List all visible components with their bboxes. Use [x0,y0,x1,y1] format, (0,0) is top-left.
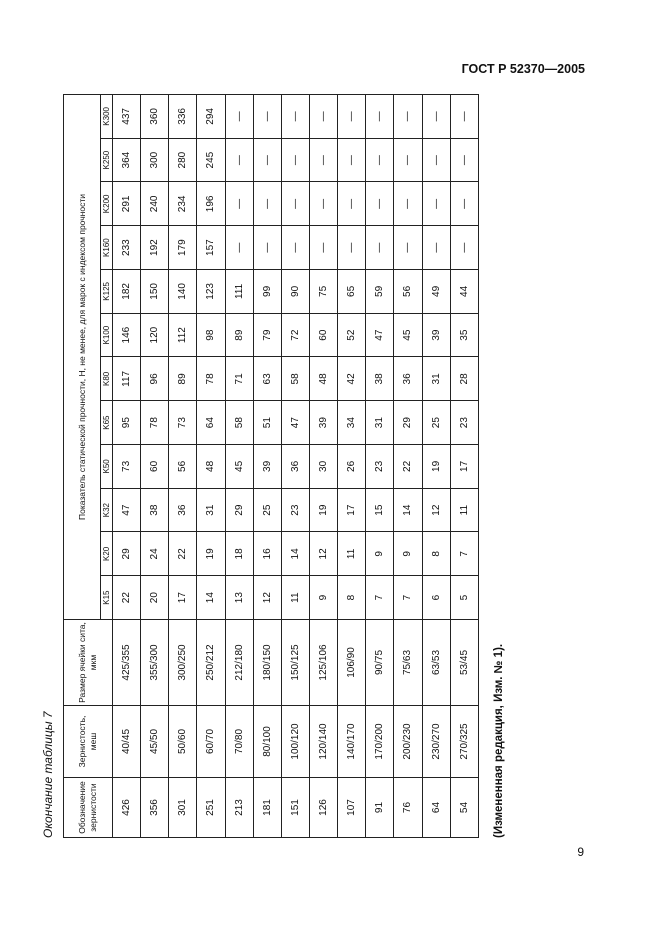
strength-value-cell: 29 [113,532,141,576]
strength-value-cell: 72 [281,313,309,357]
strength-value-cell: 48 [309,357,337,401]
strength-value-cell: 24 [141,532,169,576]
mesh-cell: 230/270 [422,706,450,778]
strength-value-cell: 56 [394,270,422,314]
strength-value-cell: 294 [197,95,225,139]
strength-value-cell: 14 [197,576,225,620]
table-row [169,95,197,838]
grade-header-cell: K80 [101,357,113,401]
grade-header-cell: K15 [101,576,113,620]
sieve-cell: 355/300 [141,620,169,706]
strength-value-cell: — [225,226,253,270]
strength-value-cell: 23 [450,401,478,445]
strength-value-cell: 280 [169,138,197,182]
strength-value-cell: 8 [338,576,366,620]
strength-value-cell: — [394,182,422,226]
strength-value-cell: 111 [225,270,253,314]
grade-header-cell: K125 [101,270,113,314]
strength-value-cell: 146 [113,313,141,357]
strength-value-cell: — [338,226,366,270]
strength-value-cell: 196 [197,182,225,226]
strength-value-cell: 19 [197,532,225,576]
table-row [141,95,169,838]
mesh-cell: 120/140 [309,706,337,778]
strength-value-cell: 17 [450,445,478,489]
strength-value-cell: 11 [450,488,478,532]
header-grit: Обозначение зернистости [64,778,113,838]
table-row [422,95,450,838]
strength-value-cell: 59 [366,270,394,314]
mesh-cell: 45/50 [141,706,169,778]
mesh-cell: 140/170 [338,706,366,778]
strength-value-cell: 38 [141,488,169,532]
strength-value-cell: — [422,182,450,226]
strength-value-cell: 23 [366,445,394,489]
mesh-cell: 40/45 [113,706,141,778]
grade-header-cell: K250 [101,138,113,182]
strength-value-cell: 52 [338,313,366,357]
strength-value-cell: 47 [113,488,141,532]
amendment-note: (Измененная редакция, Изм. № 1). [493,643,505,838]
strength-value-cell: 9 [366,532,394,576]
sieve-cell: 90/75 [366,620,394,706]
grade-header-cell: K100 [101,313,113,357]
strength-value-cell: 49 [422,270,450,314]
strength-value-cell: — [253,182,281,226]
grit-cell: 107 [338,778,366,838]
strength-value-cell: 36 [394,357,422,401]
strength-value-cell: 25 [253,488,281,532]
sieve-cell: 250/212 [197,620,225,706]
sieve-cell: 125/106 [309,620,337,706]
strength-value-cell: 22 [113,576,141,620]
sieve-cell: 300/250 [169,620,197,706]
strength-value-cell: 26 [338,445,366,489]
strength-value-cell: — [366,226,394,270]
table-row [394,95,422,838]
table-row [309,95,337,838]
strength-value-cell: 39 [253,445,281,489]
grit-cell: 213 [225,778,253,838]
strength-value-cell: 35 [450,313,478,357]
strength-value-cell: 31 [422,357,450,401]
strength-value-cell: 90 [281,270,309,314]
strength-value-cell: 291 [113,182,141,226]
sieve-cell: 63/53 [422,620,450,706]
table-row [253,95,281,838]
strength-value-cell: — [366,95,394,139]
strength-value-cell: — [225,138,253,182]
strength-value-cell: 13 [225,576,253,620]
document-standard-header: ГОСТ Р 52370—2005 [461,62,585,76]
strength-value-cell: 36 [169,488,197,532]
strength-value-cell: 7 [394,576,422,620]
grit-cell: 251 [197,778,225,838]
strength-value-cell: 45 [394,313,422,357]
header-sieve: Размер ячейки сита, мкм [64,620,113,706]
strength-value-cell: 28 [450,357,478,401]
strength-value-cell: — [309,182,337,226]
grade-header-cell: K32 [101,488,113,532]
strength-value-cell: 42 [338,357,366,401]
strength-value-cell: — [253,138,281,182]
grit-cell: 301 [169,778,197,838]
strength-value-cell: 12 [309,532,337,576]
table-header-row-1 [64,95,101,838]
grit-cell: 91 [366,778,394,838]
grade-header-cell: K300 [101,95,113,139]
strength-value-cell: 240 [141,182,169,226]
grit-cell: 54 [450,778,478,838]
strength-value-cell: — [253,95,281,139]
grade-header-cell: K50 [101,445,113,489]
grit-cell: 426 [113,778,141,838]
strength-value-cell: — [450,182,478,226]
strength-value-cell: 63 [253,357,281,401]
strength-value-cell: — [281,226,309,270]
strength-value-cell: — [422,138,450,182]
header-strength-group: Показатель статической прочности, Н, не менее, для марок с индексом прочности [64,95,101,620]
strength-value-cell: 64 [197,401,225,445]
strength-value-cell: 7 [450,532,478,576]
strength-value-cell: 48 [197,445,225,489]
mesh-cell: 80/100 [253,706,281,778]
strength-value-cell: 11 [338,532,366,576]
strength-value-cell: 336 [169,95,197,139]
sieve-cell: 106/90 [338,620,366,706]
rotated-table-block [41,94,505,838]
strength-value-cell: 22 [394,445,422,489]
strength-value-cell: 44 [450,270,478,314]
strength-value-cell: 23 [281,488,309,532]
strength-value-cell: 234 [169,182,197,226]
strength-value-cell: 95 [113,401,141,445]
strength-value-cell: 150 [141,270,169,314]
strength-value-cell: 60 [309,313,337,357]
grit-cell: 76 [394,778,422,838]
strength-value-cell: 182 [113,270,141,314]
strength-value-cell: 17 [169,576,197,620]
mesh-cell: 50/60 [169,706,197,778]
strength-value-cell: 73 [169,401,197,445]
strength-value-cell: 11 [281,576,309,620]
strength-value-cell: 300 [141,138,169,182]
strength-value-cell: 47 [281,401,309,445]
table-row [450,95,478,838]
strength-value-cell: 45 [225,445,253,489]
strength-value-cell: 192 [141,226,169,270]
strength-value-cell: 140 [169,270,197,314]
strength-value-cell: — [450,226,478,270]
table-caption: Окончание таблицы 7 [41,711,55,838]
strength-value-cell: 58 [281,357,309,401]
strength-value-cell: — [394,95,422,139]
strength-value-cell: 17 [338,488,366,532]
sieve-cell: 150/125 [281,620,309,706]
strength-value-cell: 30 [309,445,337,489]
strength-value-cell: 14 [281,532,309,576]
strength-value-cell: 78 [141,401,169,445]
sieve-cell: 425/355 [113,620,141,706]
strength-value-cell: 123 [197,270,225,314]
table-row [281,95,309,838]
grit-cell: 356 [141,778,169,838]
page-number: 9 [577,845,584,859]
strength-value-cell: 56 [169,445,197,489]
header-mesh: Зернистость, меш [64,706,113,778]
mesh-cell: 270/325 [450,706,478,778]
strength-value-cell: — [338,95,366,139]
strength-value-cell: 99 [253,270,281,314]
strength-value-cell: — [394,138,422,182]
sieve-cell: 212/180 [225,620,253,706]
strength-value-cell: 360 [141,95,169,139]
sieve-cell: 180/150 [253,620,281,706]
strength-value-cell: 14 [394,488,422,532]
table-row [197,95,225,838]
mesh-cell: 100/120 [281,706,309,778]
strength-value-cell: — [281,138,309,182]
strength-value-cell: 75 [309,270,337,314]
strength-value-cell: 18 [225,532,253,576]
strength-value-cell: 39 [309,401,337,445]
strength-value-cell: 245 [197,138,225,182]
strength-value-cell: 20 [141,576,169,620]
table-row [338,95,366,838]
strength-value-cell: 25 [422,401,450,445]
strength-value-cell: 117 [113,357,141,401]
strength-value-cell: — [422,95,450,139]
strength-value-cell: — [253,226,281,270]
strength-value-cell: 8 [422,532,450,576]
strength-value-cell: 437 [113,95,141,139]
strength-value-cell: — [366,138,394,182]
mesh-cell: 60/70 [197,706,225,778]
table-row [225,95,253,838]
strength-value-cell: 29 [394,401,422,445]
strength-value-cell: — [450,138,478,182]
strength-value-cell: 112 [169,313,197,357]
strength-value-cell: 22 [169,532,197,576]
strength-value-cell: 89 [169,357,197,401]
strength-value-cell: 233 [113,226,141,270]
grit-cell: 151 [281,778,309,838]
strength-value-cell: 38 [366,357,394,401]
strength-value-cell: 19 [422,445,450,489]
grit-cell: 126 [309,778,337,838]
strength-value-cell: 5 [450,576,478,620]
grit-cell: 64 [422,778,450,838]
table-body [113,95,479,838]
strength-value-cell: 9 [394,532,422,576]
strength-value-cell: 89 [225,313,253,357]
strength-value-cell: 364 [113,138,141,182]
strength-value-cell: — [281,95,309,139]
table-row [113,95,141,838]
strength-value-cell: 36 [281,445,309,489]
mesh-cell: 70/80 [225,706,253,778]
strength-value-cell: 79 [253,313,281,357]
strength-value-cell: 157 [197,226,225,270]
strength-value-cell: — [225,182,253,226]
strength-value-cell: 71 [225,357,253,401]
strength-value-cell: 31 [366,401,394,445]
strength-table [63,94,479,838]
strength-value-cell: 7 [366,576,394,620]
strength-value-cell: 47 [366,313,394,357]
strength-value-cell: — [394,226,422,270]
grit-cell: 181 [253,778,281,838]
strength-value-cell: 6 [422,576,450,620]
strength-value-cell: — [309,138,337,182]
grade-header-cell: K200 [101,182,113,226]
strength-value-cell: — [225,95,253,139]
strength-value-cell: — [366,182,394,226]
mesh-cell: 200/230 [394,706,422,778]
grade-header-cell: K65 [101,401,113,445]
strength-value-cell: 29 [225,488,253,532]
strength-value-cell: — [309,95,337,139]
strength-value-cell: — [450,95,478,139]
mesh-cell: 170/200 [366,706,394,778]
strength-value-cell: 58 [225,401,253,445]
strength-value-cell: 12 [422,488,450,532]
strength-value-cell: 65 [338,270,366,314]
strength-value-cell: 98 [197,313,225,357]
strength-value-cell: 12 [253,576,281,620]
grade-header-cell: K20 [101,532,113,576]
strength-value-cell: — [281,182,309,226]
strength-value-cell: — [422,226,450,270]
strength-value-cell: 120 [141,313,169,357]
strength-value-cell: 39 [422,313,450,357]
strength-value-cell: 9 [309,576,337,620]
strength-value-cell: — [338,182,366,226]
strength-value-cell: 60 [141,445,169,489]
table-row [366,95,394,838]
sieve-cell: 75/63 [394,620,422,706]
strength-value-cell: 15 [366,488,394,532]
strength-value-cell: — [338,138,366,182]
strength-value-cell: 179 [169,226,197,270]
grade-header-cell: K160 [101,226,113,270]
strength-value-cell: 51 [253,401,281,445]
strength-value-cell: 34 [338,401,366,445]
strength-value-cell: — [309,226,337,270]
strength-value-cell: 96 [141,357,169,401]
strength-value-cell: 31 [197,488,225,532]
strength-value-cell: 73 [113,445,141,489]
sieve-cell: 53/45 [450,620,478,706]
strength-value-cell: 19 [309,488,337,532]
strength-value-cell: 16 [253,532,281,576]
strength-value-cell: 78 [197,357,225,401]
